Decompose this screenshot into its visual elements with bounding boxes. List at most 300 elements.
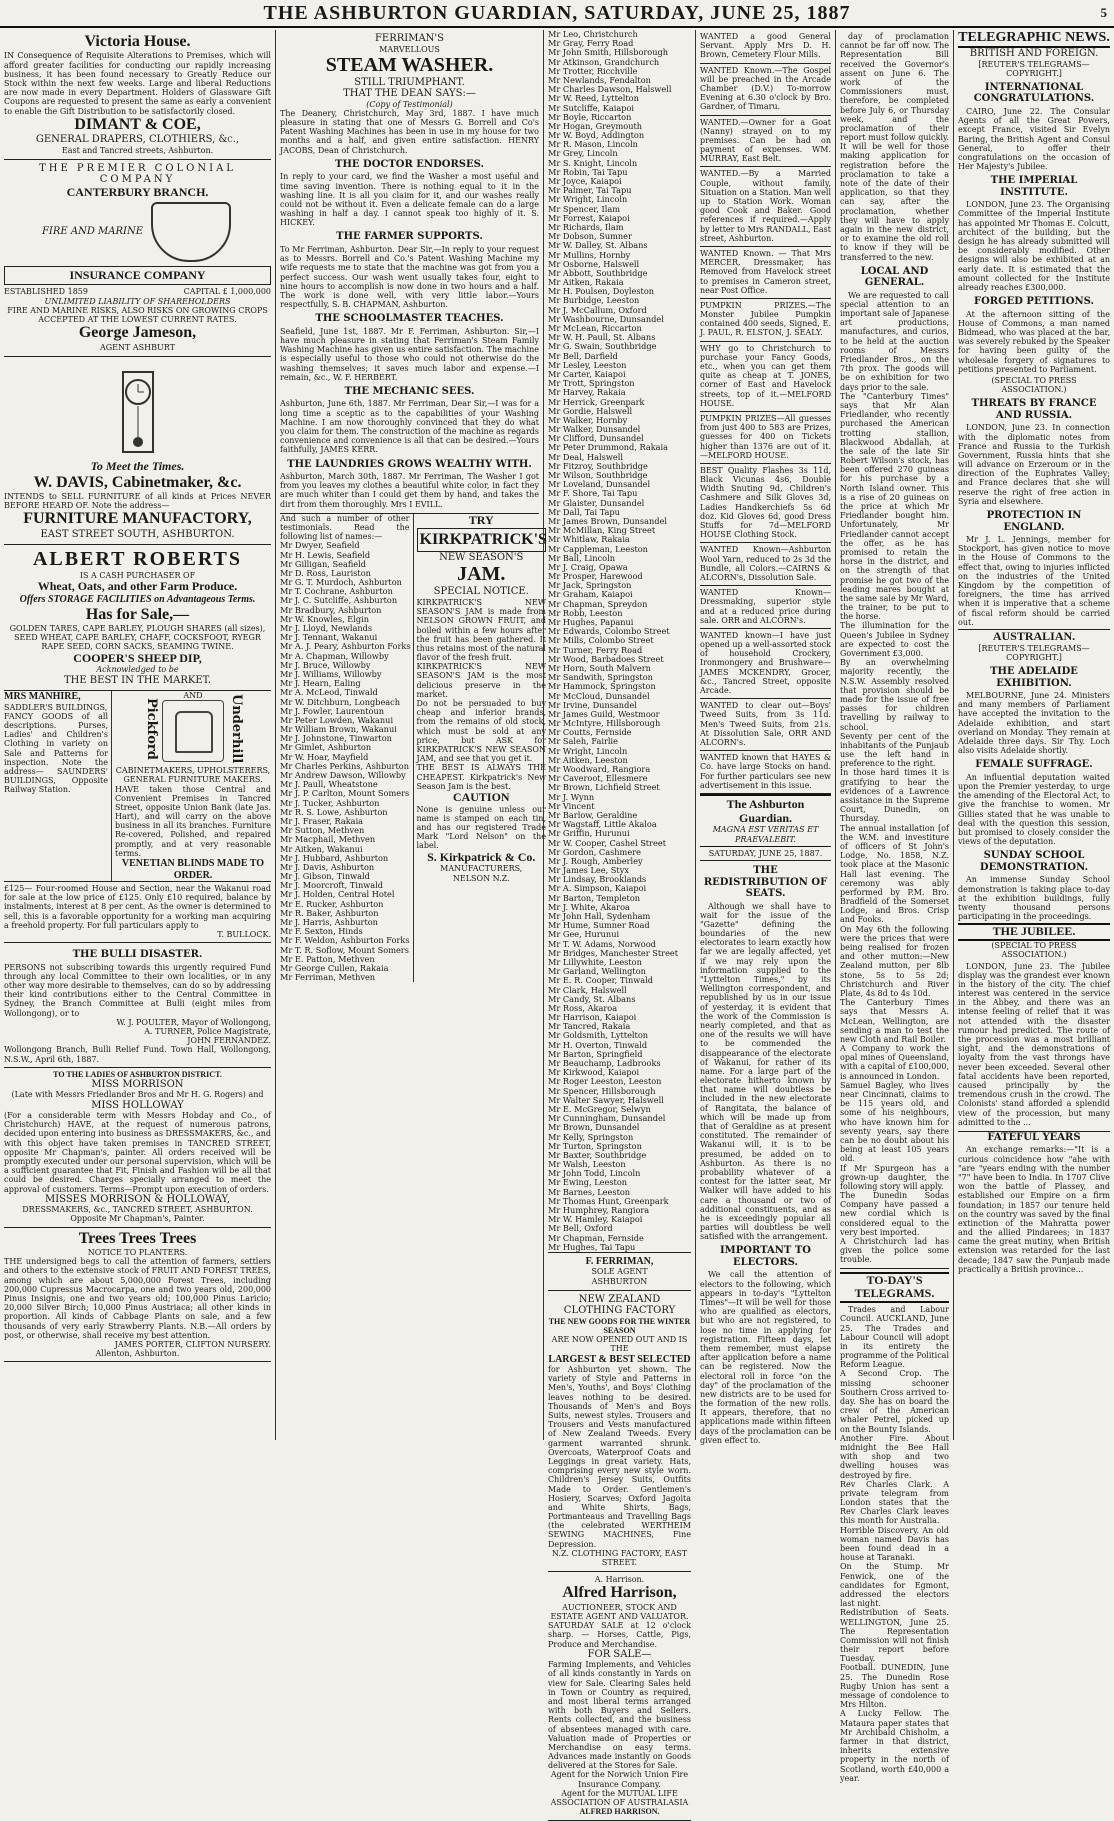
- protection-title: PROTECTION IN ENGLAND.: [986, 510, 1082, 533]
- list-item: Mr W. Hoar, Mayfield: [280, 751, 369, 762]
- list-item: Mr W. Boyd, Addington: [548, 130, 645, 141]
- list-item: Mr R. S. Lowe, Ashburton: [280, 806, 388, 817]
- turner: A. TURNER, Police Magistrate,: [144, 1026, 271, 1036]
- list-item: Mr Jack, Springston: [548, 580, 632, 591]
- unlimited-liability: UNLIMITED LIABILITY OF SHAREHOLDERS: [44, 296, 231, 306]
- list-item: Mr Robb, Leeston: [548, 607, 623, 618]
- list-item: Mr Aitken, Leeston: [548, 754, 628, 765]
- list-item: Mr Macphail, Methven: [280, 834, 376, 845]
- list-item: Mr A. Simpson, Kaiapoi: [548, 883, 647, 894]
- list-item: Mr Saleh, Fairlie: [548, 736, 618, 747]
- wanted-5: WANTED Known. — That Mrs MERCER, Dressmaker, has Removed from Havelock street to premises in Cameron street, near Post Office.: [700, 247, 831, 299]
- list-item: Mr G. Swain, Southbridge: [548, 341, 657, 352]
- storage-facilities: Offers STORAGE FACILITIES on Advantageous Terms.: [19, 594, 256, 606]
- steam-washer: STEAM WASHER.: [325, 53, 494, 76]
- list-item: Mr Baxter, Southbridge: [548, 1149, 647, 1160]
- list-item: Mr Fitzroy, Southbridge: [548, 460, 648, 471]
- list-item: Mr Humphrey, Rangiora: [548, 1205, 650, 1215]
- shield-icon: [151, 202, 231, 262]
- list-item: Mr Lindsay, Brooklands: [548, 874, 647, 885]
- pumpkin-1: PUMPKIN PRIZES.—The Monster Jubilee Pumpkin contained 400 seeds, Signed, E. J. PAUL, R. ELSTON, J. SEALY.: [700, 299, 831, 342]
- forged-title: FORGED PETITIONS.: [973, 296, 1094, 308]
- and-label: AND: [183, 691, 203, 701]
- kirk-best: THE BEST IS ALWAYS THE CHEAPEST. Kirkpatrick's New Season Jam is the best.: [416, 763, 546, 791]
- armchair-icon: [162, 700, 224, 762]
- list-item: Mr Boyle, Riccarton: [548, 111, 632, 122]
- wanted-3: WANTED.—Owner for a Goat (Nanny) strayed on to my premises. Can be had on payment of expenses. WM. MURRAY, East Belt.: [700, 116, 831, 168]
- list-item: Mr Charles Dawson, Halswell: [548, 84, 672, 95]
- list-item: Mr Horn, South Malvern: [548, 662, 651, 673]
- list-item: Mr Kirkwood, Kaiapoi: [548, 1067, 640, 1078]
- planters: NOTICE TO PLANTERS.: [87, 1248, 188, 1258]
- mechanic-head: THE MECHANIC SEES.: [344, 385, 475, 397]
- factory-foot: N.Z. CLOTHING FACTORY, EAST STREET.: [551, 1548, 688, 1567]
- agent-mutual: Agent for the MUTUAL LIFE ASSOCIATION OF AUSTRALASIA: [550, 1788, 689, 1808]
- list-item: Mr Barton, Springfield: [548, 1048, 643, 1059]
- protection-text: Mr J. L. Jennings, member for Stockport, has given notice to move in the House of Commons to the effect that, owing to injuries inflicted on the industries of the United Kingdom by the competition of foreigners, the time has arrived when it is imperative that a scheme of fiscal reform should be carried out.: [958, 535, 1110, 627]
- list-item: Mr Gray, Ferry Road: [548, 38, 634, 49]
- list-item: Mr W. Dalley, St. Albans: [548, 240, 648, 251]
- list-item: Mr James Lee, Styx: [548, 865, 629, 876]
- australian-title: AUSTRALIAN.: [958, 629, 1110, 644]
- list-item: Mr Spencer, Ilam: [548, 203, 621, 214]
- list-item: Mr J. Harris, Ashburton: [280, 917, 378, 927]
- list-item: Mr Griffin, Hurunui: [548, 828, 630, 839]
- names-intro: And such a number of other testimonials. Read the following list of names:—: [280, 513, 410, 542]
- fernandez: JOHN FERNANDEZ.: [187, 1036, 271, 1046]
- list-item: Mr J. Tucker, Ashburton: [280, 797, 380, 808]
- roberts-ad: [4, 545, 271, 691]
- manhire-text: FANCY GOODS of all descriptions. Purses, Ladies' and Children's Clothing in variety on Sale and Patterns for inspection. Note the address— SAUNDERS' BUILDINGS, Opposite Railway Station.: [4, 711, 108, 795]
- imperial-title: THE IMPERIAL INSTITUTE.: [990, 175, 1078, 198]
- list-item: Mr J. P. Carlton, Mount Somers: [280, 788, 410, 799]
- pumpkin-2: PUMPKIN PRIZES—All guesses from just 400 to 583 are Prizes, guesses for 400 on Tickets higher than 1376 are out of it.—MELFORD HOUSE.: [700, 412, 831, 464]
- list-item: Mr H. Poulsen, Doyleston: [548, 286, 655, 297]
- fateful-text: An exchange remarks:—"It is a curious coincidence how "ahe with "are "years ending with the number "7" have been to India. In 1707 Clive won the battle of Plassey, and established our Empire on a firm foundation; in 1857 our tenure held on the country was saved by the final extinction of the Mahratta power and the allied Pindarees; in 1837 came the great mutiny, when British extension was retarded for the last decade; 1847 saw the Punjaub made practically a British province...: [958, 1145, 1110, 1274]
- fateful-title: FATEFUL YEARS: [958, 1131, 1110, 1144]
- list-item: Mr A. McLeod, Tinwald: [280, 687, 378, 698]
- kirk-text-1: KIRKPATRICK'S NEW SEASON'S JAM is made from NELSON GROWN FRUIT, and boiled within a few hours after the fruit has been gathered. It thus retains most of the natural flavor of the fresh fruit.: [416, 597, 546, 663]
- clothing-factory-ad: [548, 1291, 691, 1572]
- list-item: Mr Cappleman, Leeston: [548, 543, 648, 554]
- list-item: Mr Forrest, Kaiapoi: [548, 212, 630, 223]
- list-item: Mr Ball, Lincoln: [548, 552, 615, 563]
- list-item: Mr McCloud, Dunsandel: [548, 690, 650, 701]
- victoria-title: Victoria House.: [84, 33, 191, 50]
- largest: LARGEST & BEST SELECTED: [548, 1353, 691, 1365]
- colonial-head: THE PREMIER COLONIAL COMPANY: [39, 162, 236, 186]
- column-2: [275, 30, 547, 1440]
- bullock-name: T. BULLOCK.: [217, 929, 271, 939]
- redistribution-title: THE REDISTRIBUTION OF SEATS.: [703, 865, 828, 900]
- list-item: Mr Turner, Ferry Road: [548, 644, 643, 655]
- list-item: Mr T. R. Soflow, Mount Somers: [280, 944, 409, 955]
- list-item: Mr Gordie, Halswell: [548, 405, 633, 416]
- victoria-house-ad: [4, 30, 271, 160]
- harrison-ad: [548, 1572, 691, 1821]
- schoolmaster-head: THE SCHOOLMASTER TEACHES.: [315, 313, 504, 325]
- list-item: Mr J. Paull, Wheatstone: [280, 779, 378, 790]
- adelaide-title: THE ADELAIDE EXHIBITION.: [990, 666, 1078, 689]
- for-sale: FOR SALE—: [587, 1648, 652, 1660]
- sale-items: GOLDEN TARES, CAPE BARLEY, PLOUGH SHARES (all sizes), SEED WHEAT, CAPE BARLEY, CHAFF, COCKSFOOT, RYEGR RAPE SEED, CORN SACKS, SEAMING TWINE.: [9, 624, 266, 652]
- list-item: Mr Roger Leeston, Leeston: [548, 1076, 662, 1087]
- list-item: Mr Joyce, Kaiapoi: [548, 176, 622, 186]
- list-item: Mr Richards, Ilam: [548, 221, 624, 232]
- list-item: Mr E. McGregor, Selwyn: [548, 1103, 651, 1114]
- are-now: ARE NOW OPENED OUT AND IS THE: [551, 1335, 688, 1354]
- clock-icon: [93, 362, 183, 457]
- list-item: Mr William Brown, Wakanui: [280, 724, 397, 735]
- morrison-title: MISS MORRISON: [91, 1078, 184, 1090]
- list-item: Mr Hume, Sumner Road: [548, 920, 650, 931]
- list-item: Mr Spencer, Hillsborough: [548, 1085, 656, 1096]
- list-item: Mr Harrison, Kaiapoi: [548, 1012, 637, 1023]
- morrison-sub: (Late with Messrs Friedlander Bros and Mr H. G. Rogers) and: [11, 1090, 264, 1100]
- wanted-7: WANTED Known— Dressmaking, superior style and at a reduced price during sale. ORR and ALCORN's.: [700, 586, 831, 629]
- list-item: Mr John Todd, Lincoln: [548, 1168, 641, 1179]
- pickford-text: HAVE taken those Central and Convenient Premises in Tancred Street, opposite Union Bank (late Jas. Hart), and will carry on the above business in all its branches. Furniture Re-covered, Polished, and repaired promptly, and at very reasonable terms.: [115, 784, 271, 858]
- list-item: Mr Ross, Akaroa: [548, 1002, 618, 1013]
- list-item: Mr Lillywhite, Leeston: [548, 956, 642, 967]
- list-item: Mr Walker, Dunsandel: [548, 424, 641, 435]
- dimant-title: DIMANT & COE,: [74, 115, 201, 133]
- agent-name: George Jameson,: [78, 324, 197, 342]
- misses: MISSES MORRISON & HOLLOWAY,: [44, 1193, 231, 1205]
- list-item: Mr Hughes, Tai Tapu: [548, 1241, 636, 1252]
- list-item: Mr A. J. Peary, Ashburton Forks: [280, 641, 411, 652]
- important-electors: IMPORTANT TO ELECTORS.: [720, 1245, 811, 1268]
- established: ESTABLISHED 1859: [4, 287, 88, 297]
- saturday-sale: SATURDAY SALE at 12 o'clock sharp. — Horses, Cattle, Pigs, Produce and Merchandise.: [548, 1621, 691, 1649]
- list-item: Mr Hammock, Springston: [548, 681, 656, 692]
- masthead: [0, 0, 1114, 28]
- list-item: Mr Abbott, Southbridge: [548, 267, 648, 278]
- bulli-addr: Wollongong Branch, Bulli Relief Fund. Town Hall, Wollongong, N.S.W., April 6th, 1887.: [4, 1045, 271, 1064]
- manhire-sub: SADDLER'S BUILDINGS,: [4, 702, 108, 712]
- list-item: Mr J. Rough, Amberley: [548, 855, 643, 866]
- list-item: Mr Trott, Springston: [548, 378, 635, 389]
- list-item: Mr Aitken, Wakanui: [280, 843, 363, 854]
- list-item: Mr R. Baker, Ashburton: [280, 907, 379, 918]
- for-ashburton: for Ashburton yet shown. The variety of Style and Patterns in Men's, Youths', and Boys' Clothing leaves nothing to be desired. Thousands of Men's and Boys Suits, newest styles. Trousers and Trousers and Vests manufactured of New Zealand Tweeds. Every garment warranted shrunk. Overcoats, Waterproof Coats and Leggings in great variety. Hats, comprising every new style worn. Children's Jersey Suits, Outfits Made to Order. Gentlemen's Hosiery, Scarves; Oxford Jagoita and White Shirts, Bags, Portmanteaus and Travelling Bags (the celebrated WERTHEIM SEWING MACHINES, Fine Depression.: [548, 1365, 691, 1549]
- cooper-sub: Acknowledged to be: [96, 665, 179, 675]
- list-item: Mr Sandwith, Springston: [548, 672, 653, 683]
- list-item: Mr Newlands, Fendalton: [548, 74, 651, 85]
- list-item: Mr W. Cooper, Cashel Street: [548, 837, 666, 848]
- farmer-text: To Mr Ferriman, Ashburton. Dear Sir,—In reply to your request as to Messrs. Borrell and Co.'s Patent Washing Machine my wife requests me to state that the machine was got from you a perfect success. Our wash went usually takes four, eight to nine hours to accomplish is now done in two hours and a half. The work is done well, with very little labor.—Yours respectfully, S. B. CHAPMAN, Ashburton.: [280, 244, 539, 310]
- wanted-2: WANTED Known.—The Gospel will be preached in the Arcade Chamber (D.V.) To-morrow Evening at 6.30 o'clock by Bro. Gardner, of Timaru.: [700, 64, 831, 116]
- canterbury-branch: CANTERBURY BRANCH.: [66, 184, 209, 199]
- list-item: Mr Wood, Barbadoes Street: [548, 653, 664, 664]
- list-item: Mr Hogan, Greymouth: [548, 120, 643, 131]
- still-triumphant: STILL TRIUMPHANT.: [354, 76, 465, 88]
- list-item: Mr Gee, Hurunui: [548, 929, 620, 940]
- list-item: Mr E. Patton, Methven: [280, 953, 375, 964]
- why-christchurch: WHY go to Christchurch to purchase your Fancy Goods, etc., when you can get them quite as cheap at T. JONES, corner of East and Havelock streets, top of it.—MELFORD HOUSE.: [700, 342, 831, 412]
- morrison-text: (For a considerable term with Messrs Hobday and Co., of Christchurch) HAVE, at the request of numerous patrons, decided upon entering into business as DRESSMAKERS, &c., and with this object have taken premises in TANCRED STREET, opposite Mr Chapman's, painter. All orders received will be promptly executed under our personal supervision, which will be a sufficient guarantee that Fit, Finish and Fashion will be all that could be desired. Charges specially arranged to meet the approval of customers. Terms—Prompt upon execution of orders.: [4, 1111, 271, 1194]
- list-item: Mr Tancred, Rakaia: [548, 1021, 631, 1032]
- dimant-addr: East and Tancred streets, Ashburton.: [61, 145, 214, 155]
- imperial-text: LONDON, June 23. The Organising Committee of the Imperial Institute has appointed Mr Thomas E. Colcutt, architect of the building, but the design he has already submitted will be considerably modified. Other designs will also be exhibited at an early date. It is estimated that the amount collected for the Institute already reaches £300,000.: [958, 200, 1110, 292]
- intl-text: CAIRO, June 22. The Consular Agents of all the Great Powers, except France, visited Sir Evelyn Baring, the British Agent and Consul General, to offer their congratulations on the occasion of Her Majesty's Jubilee.: [958, 106, 1110, 172]
- kirkpatrick-title: KIRKPATRICK'S: [417, 528, 547, 552]
- list-item: Mr J. Tennant, Wakanui: [280, 632, 378, 643]
- list-item: Mr Atkinson, Grandchurch: [548, 56, 660, 67]
- wanted-8: WANTED known—I have just opened up a well-assorted stock of household Crockery, Ironmongery and Brushware—JAMES MCKENDRY, Grocer, &c., Tancred Street, opposite Arcade.: [700, 629, 831, 699]
- kirk-company: S. Kirkpatrick & Co.: [427, 849, 536, 864]
- wanted-4: WANTED.—By a Married Couple, without family, Situation on a Station. Man well up to Station Work. Woman good Cook and Baker. Good references if required.—Apply by letter to Mrs RANDALL, East street, Ashburton.: [700, 167, 831, 247]
- underhill-name: Underhill: [228, 693, 244, 764]
- ferriman-name: F. FERRIMAN,: [585, 1255, 654, 1267]
- list-item: Mr Chapman, Spreydon: [548, 598, 648, 609]
- masthead-title: THE ASHBURTON GUARDIAN, SATURDAY, JUNE 25, 1887: [263, 1, 851, 24]
- list-item: Mr J. Holden, Central Hotel: [280, 889, 395, 900]
- list-item: Mr Brown, Dunsandel: [548, 1122, 640, 1133]
- fire-risks: FIRE AND MARINE RISKS, ALSO RISKS ON GROWING CROPS ACCEPTED AT THE LOWEST CURRENT RATES.: [7, 305, 268, 324]
- list-item: Mr Vincent: [548, 800, 595, 811]
- doctor-text: In reply to your card, we find the Washer a most useful and time saving invention. There is nothing equal to it in the washing line. It is all you claim for it, and our washes really could not be without it. Even a delicate female can do a large washing in half a day. I cannot speak too highly of it. S. HICKEY.: [280, 172, 539, 228]
- list-item: Mr S. Knight, Lincoln: [548, 157, 638, 168]
- list-item: Mr Gimlet, Ashburton: [280, 742, 372, 753]
- list-item: Mr Sutcliffe, Kaiapoi: [548, 102, 635, 113]
- column-5: [835, 30, 953, 1783]
- insurance-company: INSURANCE COMPANY: [4, 266, 271, 286]
- list-item: Mr J. Wynn: [548, 791, 595, 802]
- suffrage-title: FEMALE SUFFRAGE.: [975, 759, 1093, 771]
- list-item: Mr Bell, Oxford: [548, 1223, 613, 1234]
- list-item: Mr Burbidge, Leeston: [548, 295, 640, 306]
- dean-says: THAT THE DEAN SAYS:—: [343, 88, 476, 100]
- list-item: Mr Dwyer, Seafield: [280, 540, 360, 551]
- ferriman-head: FERRIMAN'S: [374, 33, 445, 44]
- dean-letter: The Deanery, Christchurch, May 3rd, 1887. I have much pleasure in stating that one of Messrs G. Borrell and Co's Patent Washing Machines has been in use in my house for two months and a half, and given entire satisfaction. HENRY JACOBS, Dean of Christchurch.: [280, 108, 539, 155]
- list-item: Mr Leo, Christchurch: [548, 29, 638, 39]
- list-item: Mr J. C. Sutcliffe, Ashburton: [280, 595, 398, 606]
- dressmakers: DRESSMAKERS, &c., TANCRED STREET, ASHBURTON. Opposite Mr Chapman's, Painter.: [22, 1205, 253, 1224]
- list-item: Mr Dall, Tai Tapu: [548, 506, 620, 517]
- threats-title: THREATS BY FRANCE AND RUSSIA.: [971, 398, 1097, 421]
- list-item: Mr J. Moorcroft, Tinwald: [280, 880, 383, 891]
- davis-text: INTENDS to SELL FURNITURE of all kinds at Prices NEVER BEFORE HEARD OF. Note the address—: [4, 491, 271, 511]
- list-item: Mr Garland, Wellington: [548, 966, 646, 977]
- trees-ad: [4, 1228, 271, 1363]
- reuters-1: [REUTER'S TELEGRAMS—COPYRIGHT.]: [978, 59, 1090, 78]
- wheat-oats: Wheat, Oats, and other Farm Produce.: [37, 579, 238, 594]
- has-for-sale: Has for Sale,—: [85, 605, 190, 623]
- bulli-title: THE BULLI DISASTER.: [72, 949, 203, 961]
- furniture-factory: FURNITURE MANUFACTORY,: [23, 510, 252, 528]
- list-item: Mr Grey, Lincoln: [548, 148, 618, 159]
- caution-title: CAUTION: [452, 789, 510, 804]
- list-item: Mr Mullins, Hornby: [548, 249, 631, 260]
- list-item: Mr Charles Perkins, Ashburton: [280, 760, 409, 771]
- list-item: Mr Turton, Springston: [548, 1140, 642, 1151]
- dimant-sub: GENERAL DRAPERS, CLOTHIERS, &c.,: [35, 134, 240, 146]
- capital: CAPITAL £ 1,000,000: [183, 287, 271, 297]
- list-item: Mr John Hall, Sydenham: [548, 911, 651, 921]
- davis-ad: [4, 357, 271, 545]
- for-sale-text: Farming Implements, and Vehicles of all kinds constantly in Yards on view for Sale. Clearing Sales held in Town or Country as required, and most liberal terms arranged with both Buyers and Sellers. Rents collected, and the business of absentees managed with care. Valuation made of Properties or Merchandise on easy terms. Advances made instantly on Goods delivered at the Stores for Sale.: [548, 1660, 691, 1771]
- list-item: Mr Bradbury, Ashburton: [280, 604, 382, 615]
- guardian-motto: MAGNA EST VERITAS ET PRAEVALEBIT.: [712, 825, 819, 844]
- list-item: Mr James Brown, Dunsandel: [548, 515, 667, 526]
- list-item: Mr W. Hamley, Kaiapoi: [548, 1214, 643, 1225]
- list-item: Mr Ferriman, Methven: [280, 972, 376, 983]
- bulli-ad: [4, 943, 271, 1068]
- sunday-text: An immense Sunday School demonstration is taking place to-day at the exhibition buildings, fully twenty thousand persons participating in the proceedings.: [958, 875, 1110, 922]
- list-item: Mr Kelly, Springston: [548, 1131, 634, 1142]
- list-item: Mr T. W. Adams, Norwood: [548, 938, 656, 949]
- list-item: Mr R. Mason, Lincoln: [548, 139, 638, 150]
- doctor-head: THE DOCTOR ENDORSES.: [335, 158, 484, 170]
- list-item: Mr Wilson, Southbridge: [548, 470, 648, 480]
- guardian-title: The Ashburton Guardian.: [726, 796, 805, 825]
- list-item: Mr G. T. Murdoch, Ashburton: [280, 577, 402, 588]
- list-item: Mr J. Craig, Opawa: [548, 561, 628, 572]
- telegrams-text: Trades and Labour Council. AUCKLAND, June 25. The Trades and Labour Council will adopt in its entirety the programme of the Political Reform League. A Second Crop. The missing schooner Southern Cross arrived to-day. She has on board the crew of the American whaler Petrel, picked up on the Bounty Islands. Another Fire. About midnight the Bee Hall with shop and two dwelling houses was destroyed by fire. Rev Charles Clark. A private telegram from London states that the Rev Charles Clark leaves this month for Australia. Horrible Discovery. An old woman named Davis has been found dead in a house at Taranaki. On the Stump. Mr Fenwick, one of the candidates for Egmont, addressed the electors last night. Redistribution of Seats. WELLINGTON, June 25. The Representation Commission will not finish their report before Tuesday. Football. DUNEDIN, June 25. The Dunedin Rose Rugby Union has sent a message of condolence to Mrs Hilton. A Lucky Fellow. The Mataura paper states that Mr Archibald Chisholm, a farmer in that district, inherits extensive property in the north of Scotland, worth £40,000 a year.: [840, 1305, 949, 1783]
- list-item: Mr Hughes, Papanui: [548, 617, 634, 627]
- new-goods: THE NEW GOODS FOR THE WINTER SEASON: [548, 1316, 691, 1335]
- list-item: Mr Sutton, Methven: [280, 825, 365, 836]
- trees-text: THE undersigned begs to call the attention of farmers, settlers and others to the extensive stock of FRUIT AND FOREST TREES, among which are about 5,000,000 Forest Trees, including 200,000 Cupressus Macrocarpa, one and two years old, 200,000 Pinus Insignis, one and two years old; 100,000 Pinus Laricio; 20,000 Silver Birch; 10,000 Pinus Austriaca; all other kinds in proportion. All kinds of Cabbage Plants on sale, and a few thousands of very early Strawberry Plants. N.B.—All orders by post, or otherwise, shall receive my best attention.: [4, 1257, 271, 1340]
- list-item: Mr Edwards, Colombo Street: [548, 626, 670, 637]
- special-notice: SPECIAL NOTICE.: [433, 586, 529, 598]
- auctioneer: AUCTIONEER, STOCK AND ESTATE AGENT AND VALUATOR.: [550, 1602, 689, 1621]
- alfred-foot: ALFRED HARRISON.: [579, 1807, 660, 1817]
- intl-title: INTERNATIONAL CONGRATULATIONS.: [973, 81, 1095, 105]
- list-item: Mr J. Williams, Willowby: [280, 668, 382, 679]
- list-item: Mr E. Rucker, Ashburton: [280, 898, 384, 909]
- pickford-ad: [112, 691, 271, 881]
- bullock-ad: [4, 882, 271, 943]
- agent-for: Agent for the Norwich Union Fire Insurance Company.: [550, 1770, 689, 1789]
- list-item: Mr Caveroot, Ellesmere: [548, 773, 648, 784]
- list-item: Mr Aitken, Rakaia: [548, 277, 624, 288]
- caution-text: None is genuine unless our name is stamped on each tin, and has our registered Trade Mark "Lord Nelson" on the label.: [416, 804, 546, 851]
- list-item: Mr Palmer, Tai Tapu: [548, 185, 632, 196]
- list-item: Mr James Guild, Westmoor: [548, 708, 660, 719]
- manhire-pickford-row: [4, 691, 271, 882]
- list-item: Mr Osborne, Halswell: [548, 258, 640, 269]
- list-item: Mr Prosper, Harewood: [548, 571, 643, 582]
- list-item: Mr John Smith, Hillsborough: [548, 47, 669, 58]
- venetian-blinds: VENETIAN BLINDS MADE TO ORDER.: [121, 858, 265, 881]
- list-item: Mr Ewing, Leeston: [548, 1177, 628, 1188]
- column-6: [953, 30, 1114, 1440]
- schoolmaster-text: Seafield, June 1st, 1887. Mr F. Ferriman, Ashburton. Sir,—I have much pleasure in stating that Ferriman's Steam Family Washing Machine has given us entire satisfaction. The machine is especially useful to those who could not otherwise do the washing themselves; it saves much labor and expense.—I remain, &c., W. F. HERBERT.: [280, 326, 539, 382]
- testimonial-label: (Copy of Testimonial): [366, 99, 453, 109]
- list-item: Mr Barnes, Leeston: [548, 1186, 631, 1197]
- list-item: Mr Herrick, Greenpark: [548, 396, 645, 407]
- trees-title: Trees Trees Trees: [78, 1229, 197, 1247]
- list-item: Mr Lesley, Leeston: [548, 359, 627, 370]
- allenton: Allenton, Ashburton.: [95, 1349, 180, 1359]
- manufacturers: MANUFACTURERS,: [440, 864, 523, 874]
- list-item: Mr J. Fowler, Laurentoun: [280, 705, 384, 716]
- list-item: Mr Wagstaff, Little Akaloa: [548, 819, 657, 830]
- list-item: Mr Irvine, Dunsandel: [548, 699, 637, 710]
- list-item: Mr Gordon, Cashmere: [548, 846, 641, 857]
- list-item: Mr J. Hubbard, Ashburton: [280, 852, 389, 863]
- list-item: Mr Brown, Lichfield Street: [548, 782, 660, 793]
- list-item: Mr Clifford, Dunsandel: [548, 433, 644, 444]
- list-item: Mr Whitlaw, Rakaia: [548, 534, 630, 545]
- list-item: Mr Graham, Kaiapoi: [548, 589, 633, 600]
- column-3: [543, 29, 695, 1817]
- try-label: TRY: [468, 512, 494, 527]
- list-item: Mr J. Bruce, Willowby: [280, 659, 371, 670]
- wanted-10: WANTED known that HAYES & Co. have large Stocks on hand. For further particulars see new advertisement in this issue.: [700, 751, 831, 794]
- list-item: Mr Glaister, Dunsandel: [548, 497, 645, 508]
- list-item: Mr F. Weldon, Ashburton Forks: [280, 935, 410, 946]
- suffrage-text: An influential deputation waited upon the Premier yesterday, to urge the amending of the Electoral Act, to give the franchise to women. Mr Gillies stated that he was unable to deal with the question this session, but promised to closely consider the views of the deputation.: [958, 772, 1110, 847]
- agent-role: AGENT ASHBURT: [100, 342, 175, 352]
- list-item: Mr McIntyre, Hillsborough: [548, 718, 661, 729]
- redistribution-text: Although we shall have to wait for the issue of the "Gazette" defining the boundaries of the new electorates to learn exactly how far we are legally affected, yet if we may rely upon the information supplied to the "Lyttelton Times," by its Wellington correspondent, and republished by us in our issue of yesterday, it is evident that the work of the Commission is nearly completed, and that as one of the results we will have to be commended the disappearance of the electorate of Wakanui, for rather of its name. For a large part of the electorate hitherto known by that name will doubtless be included in the new electorate of Rangitata, the balance of which will be made up from that of Geraldine as at present constituted. The remainder of Wakanui will, it is to be presumed, be added on to Ashburton. As there is no probability whatever of a contest for the latter seat, Mr Walker will have added to his care a thousand or two of additional constituents, and as he is exceedingly popular all parties will doubtless be well satisfied with the arrangement.: [700, 901, 831, 1242]
- list-item: Mr Deal, Halswell: [548, 451, 623, 462]
- general-furniture: GENERAL FURNITURE MAKERS.: [123, 775, 263, 785]
- adelaide-text: MELBOURNE, June 24. Ministers and many members of Parliament have accepted the invitation to the Adelaide exhibition, and start overland on Monday. They remain at Adelaide three days. Sir Thy. Loch also visits Adelaide shortly.: [958, 691, 1110, 756]
- list-item: Mr H. Lewis, Seafield: [280, 549, 371, 560]
- list-item: Mr Robin, Tai Tapu: [548, 166, 628, 177]
- british-foreign: BRITISH AND FOREIGN.: [969, 48, 1099, 60]
- manhire-ad: [4, 691, 112, 881]
- column-1: [0, 30, 275, 1440]
- list-item: Mr H. Overton, Tinwald: [548, 1039, 648, 1050]
- roberts-title: ALBERT ROBERTS: [32, 548, 243, 571]
- local-general-text: We are requested to call special attention to an important sale of Japanese art productions, manufactures, and curios, to be held at the auction rooms of Messrs Friedlander Bros., on the 7th prox. The goods will be on exhibition for two days prior to the sale. The "Canterbury Times" says that Mr Alan Friedlander, who recently purchased the American trotting stallion, Blackwood Abdallah, at the sale of the late Sir Robert Wilson's stock, has been offered 270 guineas for his purchase by a North Island owner. This is a rise of 20 guineas on the price at which Mr Friedlander bought him. Unfortunately, Mr Friedlander cannot accept the offer, as he has promised to retain the horse in the district, and on the strength of that promise he got two of the leading mares bought at the same sale by Mr Ward, the trainer, to be put to the horse. The illumination for the Queen's Jubilee in Sydney are expected to cost the Government £3,000. By an overwhelming majority recently, the N.S.W. Assembly resolved that provision should be made for the issue of free passes for children travelling by railway to school. Seventy per cent of the inhabitants of the Punjaub use the left hand in preference to the right. In those hard times it is gratifying to hear the evidences of a Lawrence assistance in the Supreme Court, Dunedin, on Thursday. The annual installation [of the W.M. and investiture of officers of St John's Lodge, No. 1858, N.Z. took place at the Masonic Hall last evening. The ceremony was ably performed by P.M. Bro. Bradfield of the Somerset Lodge, and Bros. Crisp and Fooks. On May 6th the following were the prices that were being realised for frozen and other mutton:—New Zealand mutton, per 8lb stone, 5s to 5s 2d; Christchurch and River Plate, 4s 8d to 4s 10d. The Canterbury Times says that Messrs A. McLean, Wellington, are sending a man to test the new Cloth and Rail Boiler. A Company to work the opal mines of Queensland, with a capital of £100,000, is announced in London. Samuel Bagley, who lives near Cincinnati, claims to be 115 years old, and some of his neighbours, who have known him for seventy years, say there can be no doubt about his being at least 105 years old. If Mr Spurgeon has a grown-up daughter, the following story will apply. The Dunedin Sodas Company have passed a new cordial which is considered equal to the very best imported. A Christchurch lad has given the police some trouble.: [840, 290, 949, 1265]
- list-item: Mr Beauchamp, Ladbrooks: [548, 1058, 661, 1068]
- sole-agent: SOLE AGENT: [591, 1267, 648, 1277]
- list-item: Mr W. Reed, Lyttelton: [548, 93, 639, 104]
- farmer-head: THE FARMER SUPPORTS.: [336, 231, 483, 243]
- wanted-6: WANTED Known—Ashburton Wool Yarn, reduced to 2s 3d the Bundle, all Colors.—CAIRNS & ALCORN's, Dissolution Sale.: [700, 543, 831, 586]
- holloway: MISS HOLLOWAY: [91, 1099, 184, 1111]
- reuters-2: [REUTER'S TELEGRAMS—COPYRIGHT.]: [978, 643, 1090, 662]
- kirk-text-2: KIRKPATRICK'S NEW SEASON'S JAM is the most delicious preserve in the market.: [416, 662, 546, 699]
- jubilee-text: LONDON, June 23. The Jubilee display was the grandest ever known in the history of the city. The chief interest was centered in the service in the Abbey, and there was an intense feeling of relief that it was not attended with the disaster rumour had predicted. The route of the procession was a most brilliant sight, and the demonstrations of loyalty from the vast throngs have never been exceeded. Several other fatal accidents have been reported, caused principally by the tremendous crush in the crowd. The Colonists' stand afforded a splendid view of the procession, but many admitted to the ...: [958, 961, 1110, 1127]
- wanted-9: WANTED to clear out—Boys' Tweed Suits, from 3s 11d. Men's Tweed Suits, from 21s. At Dissolution Sale, ORR AND ALCORN's.: [700, 699, 831, 751]
- list-item: Mr T. Cochrane, Ashburton: [280, 586, 393, 597]
- list-item: Mr Carter, Kaiapoi: [548, 368, 626, 379]
- list-item: Mr McLean, Riccarton: [548, 323, 642, 333]
- ladies-title: TO THE LADIES OF ASHBURTON DISTRICT.: [53, 1069, 222, 1079]
- electors-text: We call the attention of electors to the following, which appears in to-day's "Lyttelton Times"—It will be well for those who are qualified as electors, but who are not registered, to lose no time in applying for registration. Fifteen days, let them remember, must elapse after application before a name can be registered. Now the electoral roll in force "on the day" of the proclamation of the new districts are to be used for the formation of the new rolls. It appears, therefore, that no applications made within fifteen days of the proclamation can be given effect to.: [700, 1270, 831, 1445]
- laundries-head: THE LAUNDRIES GROWS WEALTHY WITH.: [287, 458, 532, 470]
- list-item: Mr E. R. Cooper, Tinwald: [548, 975, 653, 986]
- nelson: NELSON N.Z.: [452, 873, 510, 883]
- marvellous: MARVELLOUS: [379, 44, 440, 54]
- list-item: Mr Barton, Templeton: [548, 892, 641, 903]
- list-item: Mr Walker, Hornby: [548, 414, 628, 425]
- harrison-small: A. Harrison.: [594, 1575, 645, 1585]
- list-item: Mr F. Shore, Tai Tapu: [548, 488, 638, 499]
- list-item: Mr Wright, Lincoln: [548, 745, 628, 756]
- insurance-ad: [4, 160, 271, 357]
- list-item: Mr J. Hearn, Ealing: [280, 678, 361, 689]
- ferriman-ashburton: ASHBURTON: [591, 1276, 648, 1286]
- list-item: Mr Goldsmith, Lyttelton: [548, 1030, 649, 1041]
- page-number: 5: [1100, 5, 1108, 20]
- cooper-best: THE BEST IN THE MARKET.: [63, 674, 212, 686]
- porter: JAMES PORTER, CLIFTON NURSERY.: [114, 1339, 271, 1349]
- list-item: Mr Barlow, Geraldine: [548, 809, 638, 820]
- list-item: Mr Washbourne, Dunsandel: [548, 313, 664, 324]
- cabinetmakers: CABINETMAKERS, UPHOLSTERERS,: [115, 766, 271, 776]
- list-item: Mr Mills, Colombo Street: [548, 635, 654, 646]
- local-general-title: LOCAL AND GENERAL.: [860, 265, 929, 289]
